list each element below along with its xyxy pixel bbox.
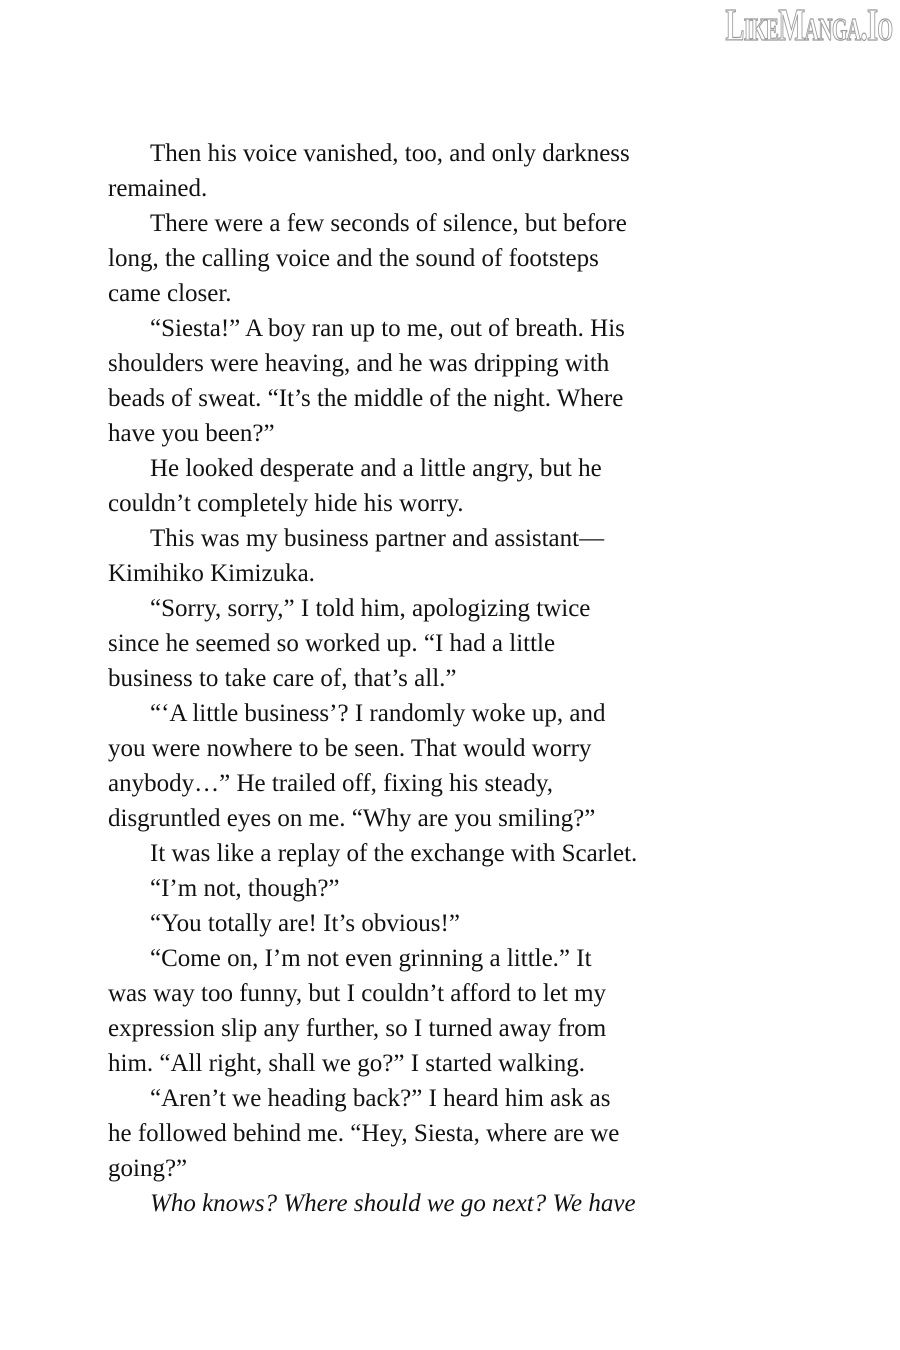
text-line: since he seemed so worked up. “I had a little [108, 630, 556, 657]
text-line: anybody…” He trailed off, fixing his steady, [108, 770, 554, 797]
text-line: have you been?” [108, 420, 275, 447]
paragraph [108, 871, 708, 906]
paragraph [108, 941, 708, 1081]
paragraph [108, 696, 708, 836]
paragraph [108, 1186, 708, 1221]
text-line: This was my business partner and assistant— [150, 525, 605, 552]
text-line: “Aren’t we heading back?” I heard him ask as [150, 1085, 611, 1112]
paragraph [108, 521, 708, 591]
text-line: long, the calling voice and the sound of footsteps [108, 245, 599, 272]
text-line: expression slip any further, so I turned away from [108, 1015, 607, 1042]
text-line: disgruntled eyes on me. “Why are you smiling?” [108, 805, 596, 832]
text-line: remained. [108, 175, 208, 202]
paragraph [108, 1081, 708, 1186]
text-line: him. “All right, shall we go?” I started walking. [108, 1050, 585, 1077]
text-line: Then his voice vanished, too, and only darkness [150, 140, 630, 167]
text-line: “You totally are! It’s obvious!” [150, 910, 460, 937]
text-line: couldn’t completely hide his worry. [108, 490, 464, 517]
text-line: He looked desperate and a little angry, but he [150, 455, 602, 482]
paragraph [108, 836, 708, 871]
text-line: “‘A little business’? I randomly woke up, and [150, 700, 606, 727]
text-line: “Sorry, sorry,” I told him, apologizing twice [150, 595, 591, 622]
text-line: going?” [108, 1155, 188, 1182]
paragraph [108, 206, 708, 311]
text-line: came closer. [108, 280, 232, 307]
paragraph [108, 591, 708, 696]
paragraph [108, 451, 708, 521]
text-line: business to take care of, that’s all.” [108, 665, 457, 692]
paragraph [108, 311, 708, 451]
text-line: you were nowhere to be seen. That would worry [108, 735, 592, 762]
text-line: he followed behind me. “Hey, Siesta, where are we [108, 1120, 620, 1147]
text-line: Who knows? Where should we go next? We have [150, 1190, 636, 1217]
text-line: beads of sweat. “It’s the middle of the night. Where [108, 385, 624, 412]
page-text [108, 136, 708, 1221]
text-line: Kimihiko Kimizuka. [108, 560, 315, 587]
text-line: There were a few seconds of silence, but before [150, 210, 627, 237]
site-watermark-logo: LikeManga.Io [725, 0, 892, 50]
text-line: “Siesta!” A boy ran up to me, out of breath. His [150, 315, 625, 342]
text-line: It was like a replay of the exchange with Scarlet. [150, 840, 638, 867]
paragraph [108, 136, 708, 206]
paragraph [108, 906, 708, 941]
text-line: was way too funny, but I couldn’t afford to let my [108, 980, 607, 1007]
text-line: shoulders were heaving, and he was dripping with [108, 350, 610, 377]
text-line: “Come on, I’m not even grinning a little.” It [150, 945, 592, 972]
text-line: “I’m not, though?” [150, 875, 340, 902]
